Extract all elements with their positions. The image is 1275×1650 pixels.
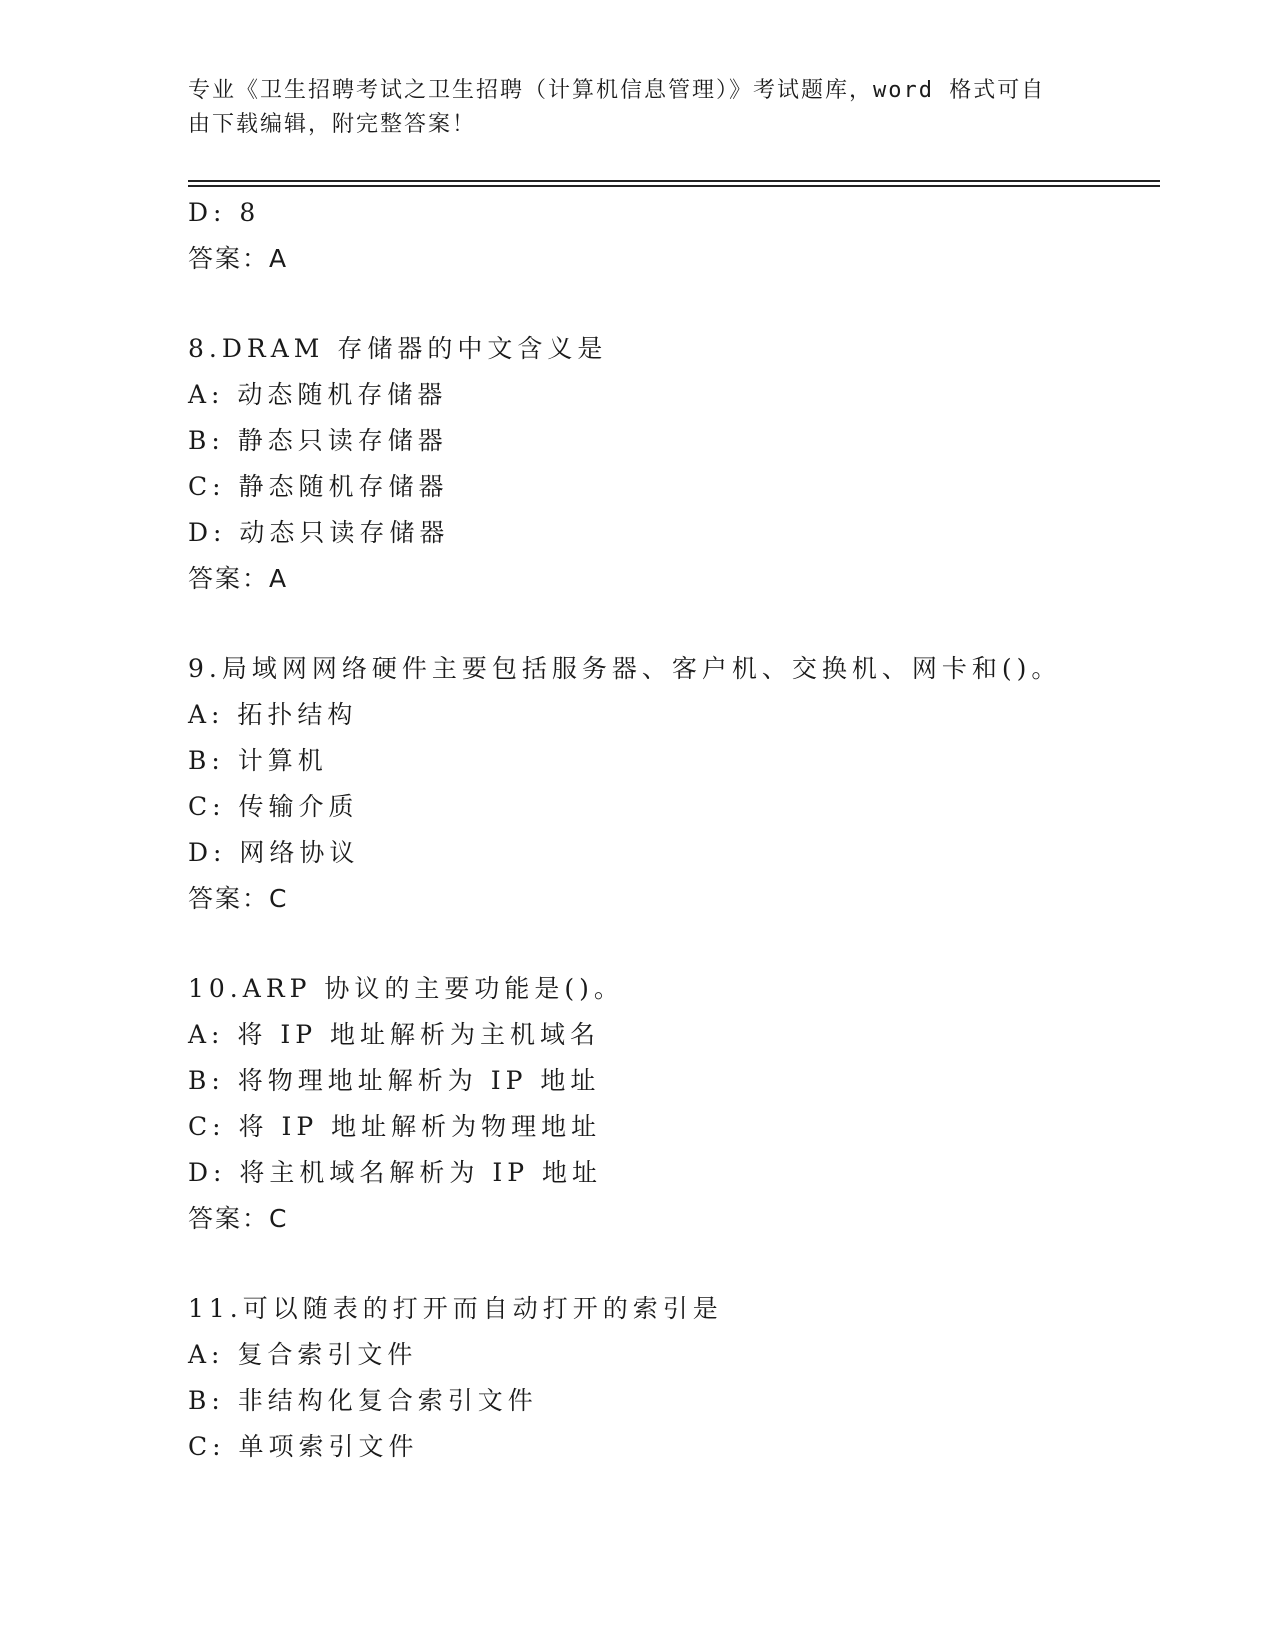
header-line-1: 专业《卫生招聘考试之卫生招聘（计算机信息管理）》考试题库，word 格式可自 [188, 78, 1046, 103]
document-header [188, 74, 1088, 142]
option-b: B: 计算机 [188, 746, 328, 775]
question-text: 10.ARP 协议的主要功能是()。 [188, 974, 624, 1003]
question-text: 11.可以随表的打开而自动打开的索引是 [188, 1294, 723, 1323]
option-a: A: 将 IP 地址解析为主机域名 [188, 1020, 601, 1049]
option-b: B: 将物理地址解析为 IP 地址 [188, 1066, 601, 1095]
option-d: D: 网络协议 [188, 838, 360, 867]
option-c: C: 静态随机存储器 [188, 472, 449, 501]
header-divider-top [188, 180, 1160, 182]
option-c: C: 单项索引文件 [188, 1432, 419, 1461]
spacer [188, 282, 1160, 326]
option-b: B: 非结构化复合索引文件 [188, 1386, 538, 1415]
answer: 答案：A [188, 564, 289, 593]
question-block-8 [188, 326, 1160, 602]
question-list [188, 190, 1160, 1470]
question-text: 8.DRAM 存储器的中文含义是 [188, 334, 608, 363]
question-block-9 [188, 646, 1160, 922]
option-d: D: 动态只读存储器 [188, 518, 450, 547]
spacer [188, 1242, 1160, 1286]
option-a: A: 拓扑结构 [188, 700, 358, 729]
answer: 答案：C [188, 884, 289, 913]
option-a: A: 动态随机存储器 [188, 380, 448, 409]
question-block-10 [188, 966, 1160, 1242]
option-d: D: 将主机域名解析为 IP 地址 [188, 1158, 603, 1187]
option-d-previous: D: 8 [188, 198, 261, 227]
question-block-11 [188, 1286, 1160, 1470]
answer: 答案：C [188, 1204, 289, 1233]
option-c: C: 将 IP 地址解析为物理地址 [188, 1112, 602, 1141]
spacer [188, 922, 1160, 966]
option-a: A: 复合索引文件 [188, 1340, 418, 1369]
option-b: B: 静态只读存储器 [188, 426, 448, 455]
answer-previous: 答案：A [188, 244, 289, 273]
header-divider-bottom [188, 185, 1160, 187]
option-c: C: 传输介质 [188, 792, 359, 821]
question-text: 9.局域网网络硬件主要包括服务器、客户机、交换机、网卡和()。 [188, 654, 1062, 683]
spacer [188, 602, 1160, 646]
header-line-2: 由下载编辑，附完整答案！ [188, 112, 477, 137]
